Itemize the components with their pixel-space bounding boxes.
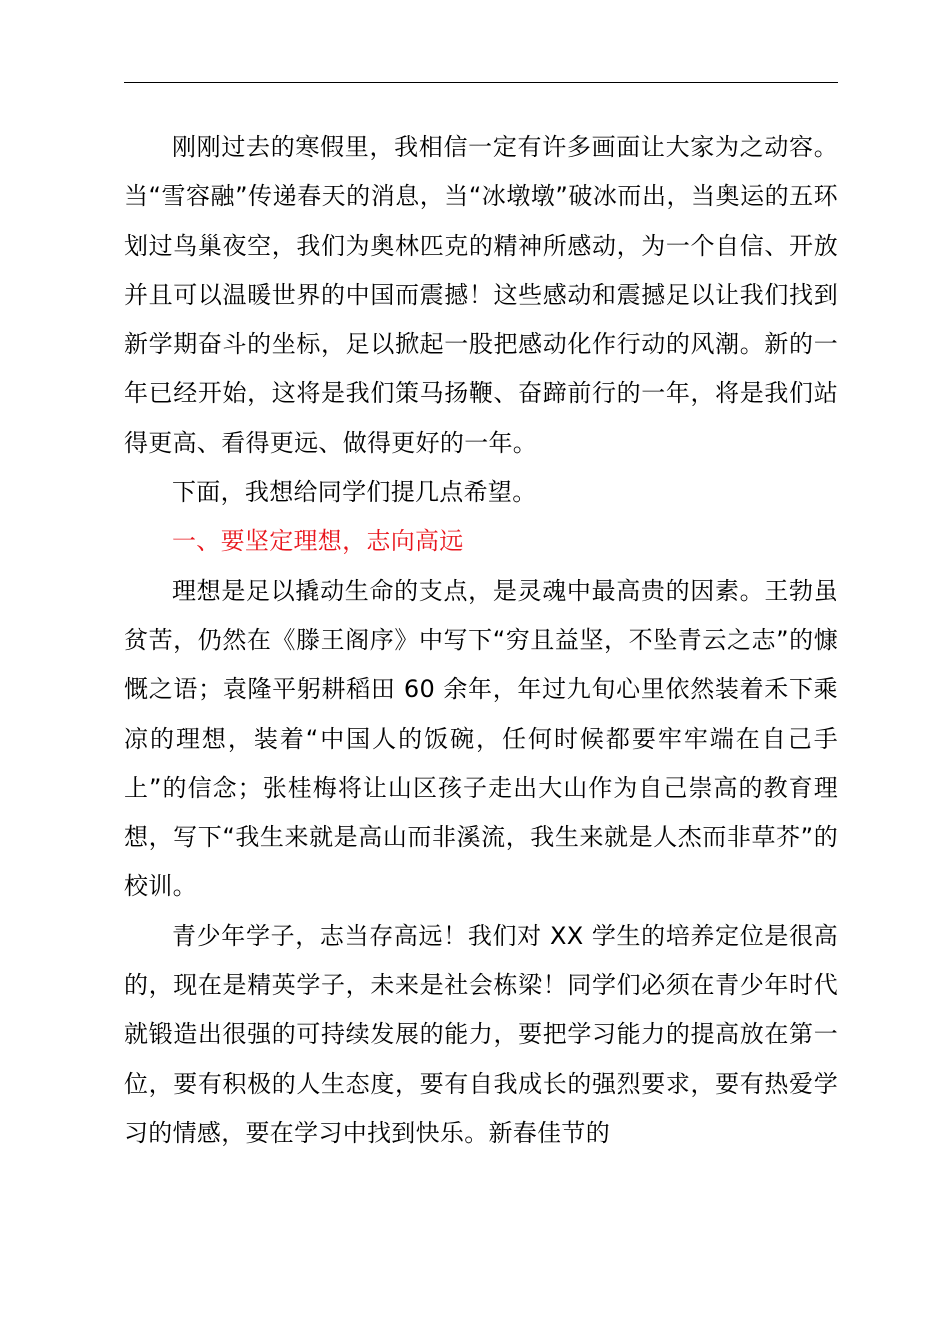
header-rule (124, 82, 838, 83)
paragraph-hopes: 下面，我想给同学们提几点希望。 (172, 478, 537, 507)
paragraph-intro: 刚刚过去的寒假里，我相信一定有许多画面让大家为之动容。当“雪容融”传递春天的消息，当“冰墩墩”破冰而出，当奥运的五环划过鸟巢夜空，我们为奥林匹克的精神所感动，为一个自信、开放并且可以温暖世界的中国而震撼！这些感动和震撼足以让我们找到新学期奋斗的坐标，足以掀起一股把感动化作行动的风潮。新的一年已经开始，这将是我们策马扬鞭、奋蹄前行的一年，将是我们站得更高、看得更远、做得更好的一年。 (124, 133, 838, 457)
document-body (124, 123, 838, 1158)
paragraph-ideals: 理想是足以撬动生命的支点，是灵魂中最高贵的因素。王勃虽贫苦，仍然在《滕王阁序》中写下“穷且益坚，不坠青云之志”的慷慨之语；袁隆平躬耕稻田 60 余年，年过九旬心里依然装着禾下乘凉的理想，装着“中国人的饭碗，任何时候都要牢牢端在自己手上”的信念；张桂梅将让山区孩子走出大山作为自己崇高的教育理想，写下“我生来就是高山而非溪流，我生来就是人杰而非草芥”的校训。 (124, 576, 838, 901)
paragraph-aspirations: 青少年学子，志当存高远！我们对 XX 学生的培养定位是很高的，现在是精英学子，未来是社会栋梁！同学们必须在青少年时代就锻造出很强的可持续发展的能力，要把学习能力的提高放在第一位，要有积极的人生态度，要有自我成长的强烈要求，要有热爱学习的情感，要在学习中找到快乐。新春佳节的 (124, 921, 838, 1147)
section-heading: 一、要坚定理想，志向高远 (172, 527, 464, 556)
